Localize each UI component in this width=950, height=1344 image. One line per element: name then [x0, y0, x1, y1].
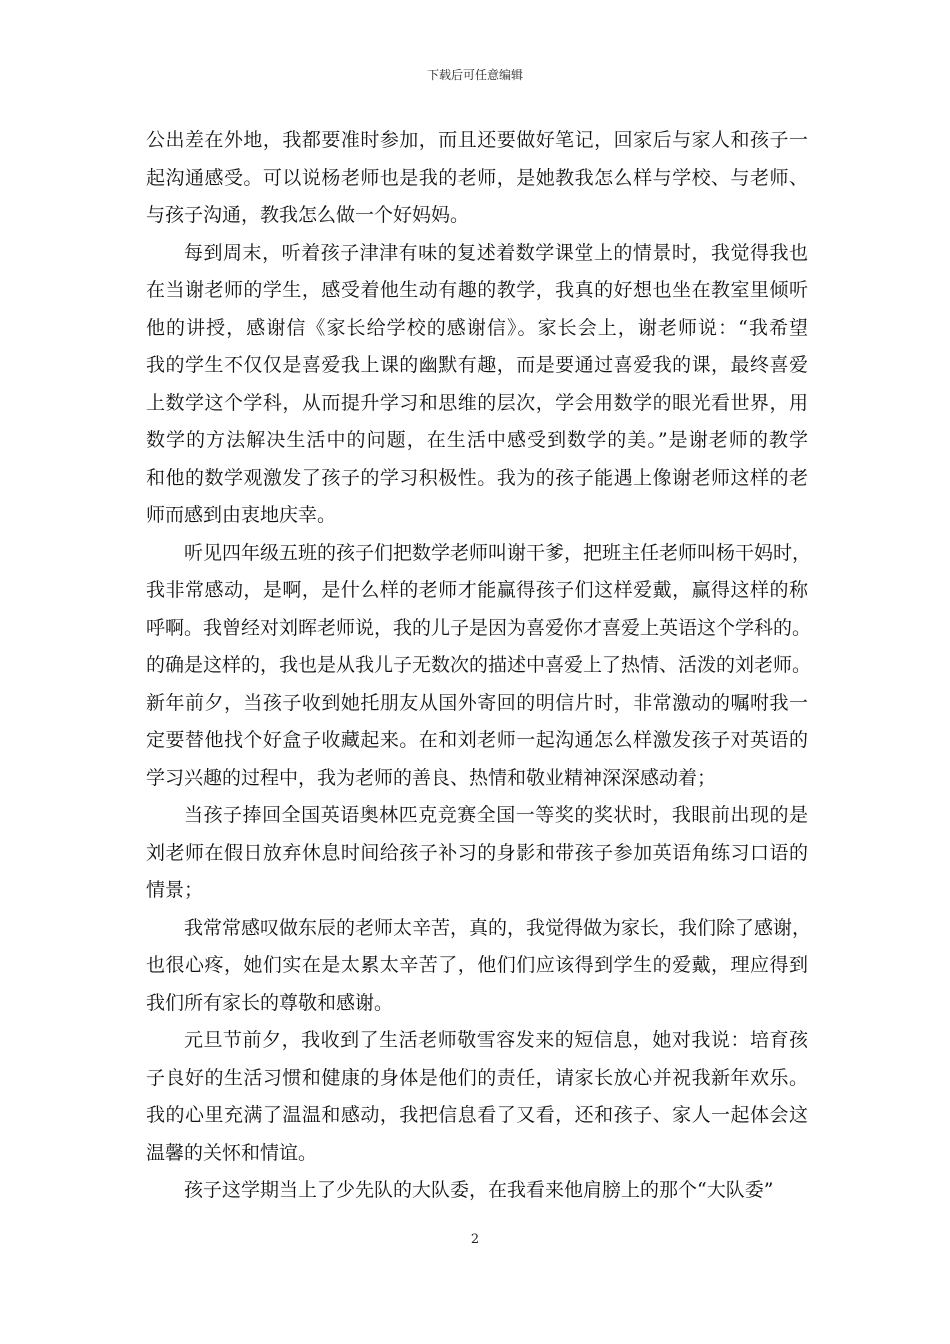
text-line: 每到周末，听着孩子津津有味的复述着数学课堂上的情景时，我觉得我也 — [184, 241, 808, 264]
text-line: 他的讲授，感谢信《家长给学校的感谢信》。家长会上，谢老师说：“我希望 — [146, 316, 808, 339]
text-line: 和他的数学观激发了孩子的学习积极性。我为的孩子能遇上像谢老师这样的老 — [146, 466, 808, 489]
text-line: 我非常感动，是啊，是什么样的老师才能赢得孩子们这样爱戴，赢得这样的称 — [146, 579, 808, 601]
text-line: 孩子这学期当上了少先队的大队委，在我看来他肩膀上的那个“大队委” — [184, 1179, 774, 1201]
text-line: 起沟通感受。可以说杨老师也是我的老师，是她教我怎么样与学校、与老师、 — [146, 166, 808, 189]
text-line: 子良好的生活习惯和健康的身体是他们的责任，请家长放心并祝我新年欢乐。 — [146, 1066, 808, 1089]
paragraph-4 — [146, 797, 808, 910]
paragraph-1 — [146, 122, 808, 235]
paragraph-5 — [146, 910, 812, 1023]
text-line: 我的学生不仅仅是喜爱我上课的幽默有趣，而是要通过喜爱我的课，最终喜爱 — [146, 354, 808, 376]
text-line: 也很心疼，她们实在是太累太辛苦了，他们们应该得到学生的爱戴，理应得到 — [146, 954, 808, 976]
paragraph-6 — [146, 1022, 808, 1172]
paragraph-2 — [146, 235, 808, 535]
text-line: 与孩子沟通，教我怎么做一个好妈妈。 — [146, 204, 470, 226]
text-line: 新年前夕，当孩子收到她托朋友从国外寄回的明信片时，非常激动的嘱咐我一 — [146, 691, 808, 714]
paragraph-7 — [146, 1172, 808, 1210]
text-line: 刘老师在假日放弃休息时间给孩子补习的身影和带孩子参加英语角练习口语的 — [146, 841, 808, 864]
text-line: 数学的方法解决生活中的问题，在生活中感受到数学的美。”是谢老师的教学 — [146, 429, 808, 451]
text-line: 定要替他找个好盒子收藏起来。在和刘老师一起沟通怎么样激发孩子对英语的 — [146, 729, 808, 751]
text-line: 温馨的关怀和情谊。 — [146, 1141, 318, 1164]
text-line: 上数学这个学科，从而提升学习和思维的层次，学会用数学的眼光看世界，用 — [146, 391, 808, 414]
text-line: 情景； — [146, 879, 204, 901]
text-line: 师而感到由衷地庆幸。 — [146, 504, 337, 526]
document-body — [146, 122, 812, 1210]
text-line: 元旦节前夕，我收到了生活老师敬雪容发来的短信息，她对我说：培育孩 — [184, 1029, 808, 1051]
page-number: 2 — [470, 1232, 480, 1247]
text-line: 我们所有家长的尊敬和感谢。 — [146, 991, 394, 1014]
text-line: 听见四年级五班的孩子们把数学老师叫谢干爹，把班主任老师叫杨干妈时， — [184, 541, 812, 564]
text-line: 呼啊。我曾经对刘晖老师说，我的儿子是因为喜爱你才喜爱上英语这个学科的。 — [146, 616, 812, 639]
text-line: 公出差在外地，我都要准时参加，而且还要做好笔记，回家后与家人和孩子一 — [146, 129, 808, 151]
text-line: 我的心里充满了温温和感动，我把信息看了又看，还和孩子、家人一起体会这 — [146, 1104, 808, 1126]
page-header: 下载后可任意编辑 — [426, 68, 523, 82]
text-line: 我常常感叹做东辰的老师太辛苦，真的，我觉得做为家长，我们除了感谢， — [184, 916, 812, 939]
text-line: 的确是这样的，我也是从我儿子无数次的描述中喜爱上了热情、活泼的刘老师。 — [146, 654, 812, 676]
text-line: 在当谢老师的学生，感受着他生动有趣的教学，我真的好想也坐在教室里倾听 — [146, 279, 808, 301]
text-line: 当孩子捧回全国英语奥林匹克竞赛全国一等奖的奖状时，我眼前出现的是 — [184, 804, 808, 826]
paragraph-3 — [146, 535, 812, 798]
text-line: 学习兴趣的过程中，我为老师的善良、热情和敬业精神深深感动着； — [146, 766, 717, 789]
